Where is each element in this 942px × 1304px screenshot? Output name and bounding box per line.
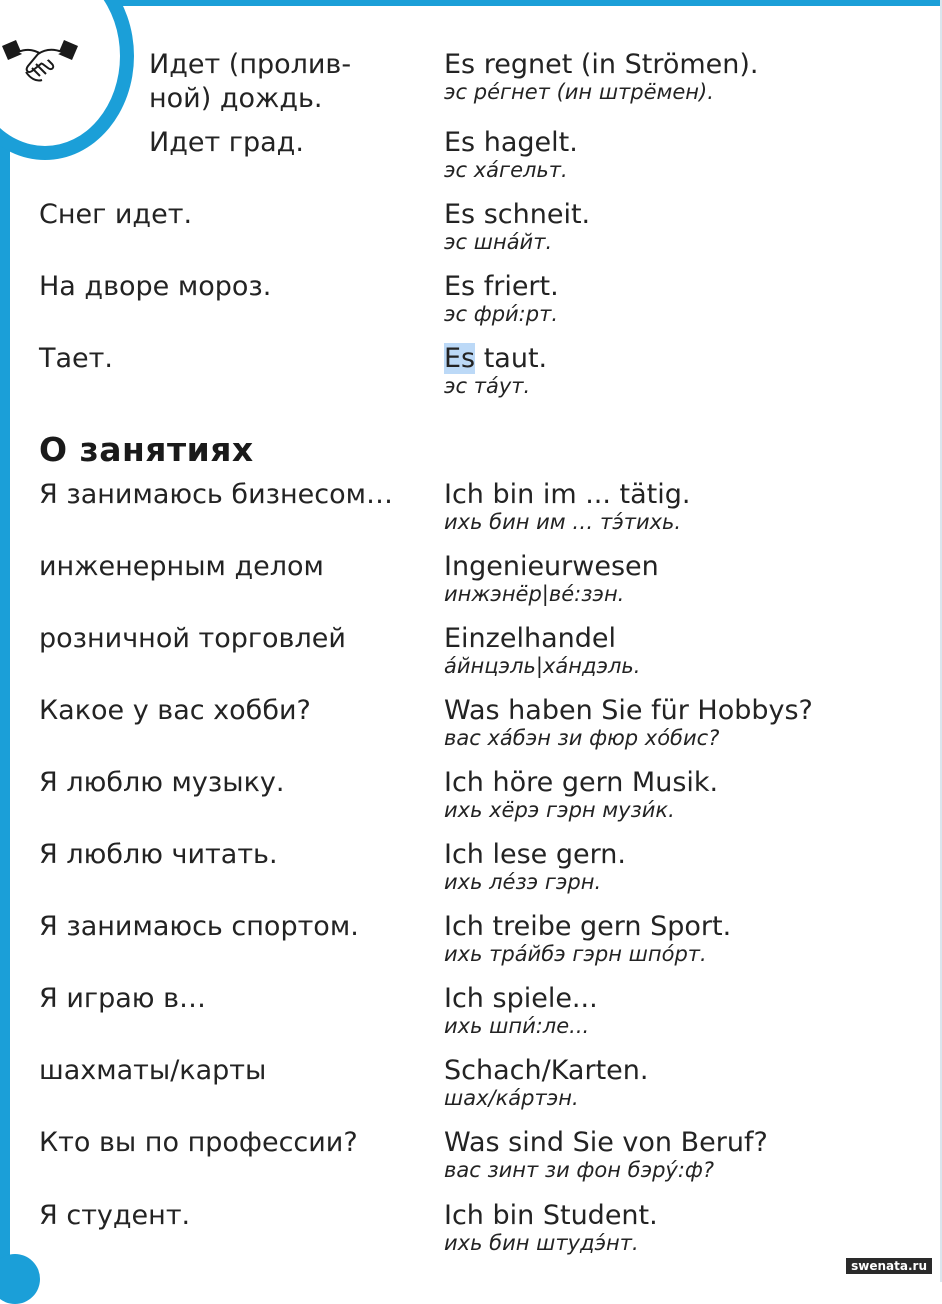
transcription: а́йнцэль|ха́ндэль. [444,654,641,678]
top-accent-bar [0,0,942,6]
russian-phrase: На дворе мороз. [39,271,272,302]
selection-highlight[interactable]: Es [444,343,476,374]
german-phrase: Was haben Sie für Hobbys? [444,695,813,726]
russian-phrase: Я люблю читать. [39,839,278,870]
transcription: ихь тра́йбэ гэрн шпо́рт. [444,942,707,966]
german-phrase: Ich spiele... [444,983,598,1014]
russian-phrase: Какое у вас хобби? [39,695,311,726]
german-phrase: Es regnet (in Strömen). [444,49,759,80]
transcription: шах/ка́ртэн. [444,1086,579,1110]
russian-phrase: Кто вы по профессии? [39,1127,358,1158]
handshake-icon [0,32,80,92]
russian-phrase: Я люблю музыку. [39,767,285,798]
transcription: ихь шпи́:ле... [444,1014,590,1038]
russian-phrase: шахматы/карты [39,1055,267,1086]
section-heading: О занятиях [39,430,254,469]
german-phrase: Ich treibe gern Sport. [444,911,732,942]
transcription: ихь хёрэ гэрн музи́к. [444,798,675,822]
russian-phrase: Идет град. [149,127,304,158]
transcription: ихь ле́зэ гэрн. [444,870,602,894]
german-phrase: Ich bin im ... tätig. [444,479,691,510]
transcription: инжэнёр|ве́:зэн. [444,582,625,606]
site-watermark: swenata.ru [846,1258,932,1274]
german-phrase: Es hagelt. [444,127,578,158]
german-phrase: Es schneit. [444,199,591,230]
transcription: ихь бин штудэ́нт. [444,1231,639,1255]
russian-phrase: Я занимаюсь бизнесом… [39,479,393,510]
russian-phrase: розничной торговлей [39,623,346,654]
transcription: вас ха́бэн зи фюр хо́бис? [444,726,720,750]
transcription: эс фри́:рт. [444,302,558,326]
german-phrase: Ingenieurwesen [444,551,659,582]
transcription: эс та́ут. [444,374,531,398]
bottom-corner-decoration [0,1254,40,1304]
german-phrase: Einzelhandel [444,623,616,654]
russian-phrase: Снег идет. [39,199,193,230]
transcription: вас зинт зи фон бэру́:ф? [444,1158,715,1182]
german-phrase: Schach/Karten. [444,1055,649,1086]
german-phrase [444,342,547,376]
german-phrase: Es friert. [444,271,559,302]
german-phrase: Ich lese gern. [444,839,626,870]
russian-phrase: Я играю в… [39,983,206,1014]
german-phrase-rest: taut. [475,343,548,374]
german-phrase: Was sind Sie von Beruf? [444,1127,768,1158]
transcription: эс шна́йт. [444,230,553,254]
russian-phrase: Идет (пролив- ной) дождь. [149,49,352,114]
transcription: ихь бин им … тэ́тихь. [444,510,682,534]
russian-phrase: инженерным делом [39,551,324,582]
russian-phrase: Тает. [39,343,113,374]
german-phrase: Ich höre gern Musik. [444,767,719,798]
transcription: эс ре́гнет (ин штрёмен). [444,80,714,104]
russian-phrase: Я студент. [39,1200,191,1231]
left-accent-bar [0,0,10,1282]
german-phrase: Ich bin Student. [444,1200,658,1231]
russian-phrase: Я занимаюсь спортом. [39,911,359,942]
transcription: эс ха́гельт. [444,158,568,182]
